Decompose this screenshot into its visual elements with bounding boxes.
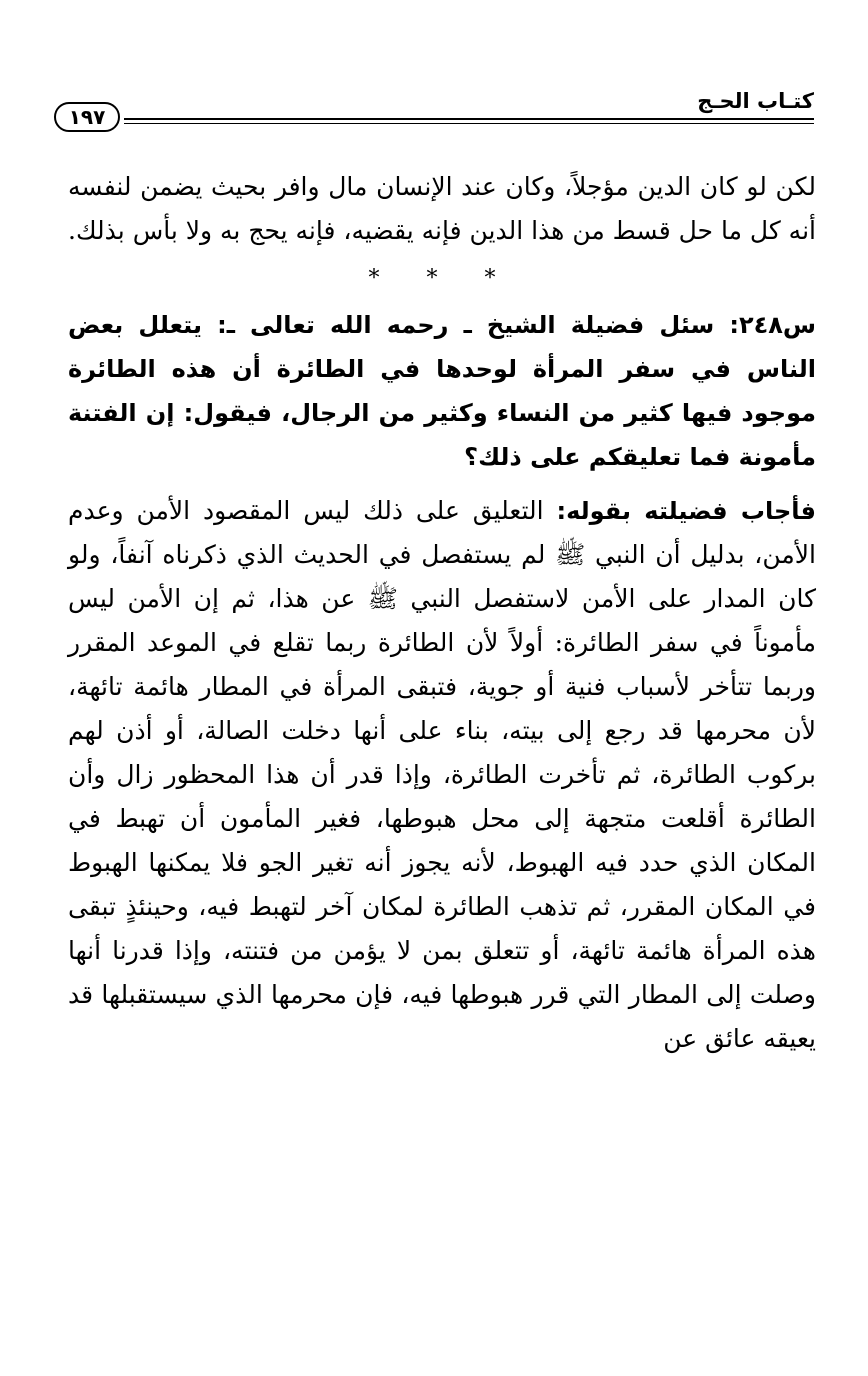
section-separator: * * * xyxy=(368,266,516,291)
question-paragraph xyxy=(68,303,816,479)
intro-paragraph: لكن لو كان الدين مؤجلاً، وكان عند الإنسان مال وافر بحيث يضمن لنفسه أنه كل ما حل قسط من هذا الدين فإنه يقضيه، فإنه يحج به ولا بأس بذلك. xyxy=(68,172,816,245)
page-header xyxy=(54,88,814,144)
header-rule xyxy=(124,118,814,124)
page-body xyxy=(68,165,816,1061)
page-number: ١٩٧ xyxy=(54,102,120,132)
answer-lead: فأجاب فضيلته بقوله: xyxy=(556,497,817,525)
question-label: س٢٤٨: xyxy=(729,311,817,339)
answer-text: التعليق على ذلك ليس المقصود الأمن وعدم الأمن، بدليل أن النبي ﷺ لم يستفصل في الحديث الذي ذكرناه آنفاً، ولو كان المدار على الأمن لاستفصل النبي ﷺ عن هذا، ثم إن الأمن ليس مأموناً في سفر الطائرة: أولاً لأن الطائرة ربما تقلع في الموعد المقرر وربما تتأخر لأسباب فنية أو جوية، فتبقى المرأة في المطار هائمة تائهة، لأن محرمها قد رجع إلى بيته، بناء على أنها دخلت الصالة، أو أذن لهم بركوب الطائرة، ثم تأخرت الطائرة، وإذا قدر أن هذا المحظور زال وأن الطائرة أقلعت متجهة إلى محل هبوطها، فغير المأمون أن تهبط في المكان الذي حدد فيه الهبوط، لأنه يجوز أنه تغير الجو فلا يمكنها الهبوط في المكان المقرر، ثم تذهب الطائرة لمكان آخر لتهبط فيه، وحينئذٍ تبقى هذه المرأة هائمة تائهة، أو تتعلق بمن لا يؤمن من فتنته، وإذا قدرنا أنها وصلت إلى المطار التي قرر هبوطها فيه، فإن محرمها الذي سيستقبلها قد يعيقه عائق عن xyxy=(68,496,816,1053)
answer-paragraph xyxy=(68,489,816,1061)
question-text: سئل فضيلة الشيخ ـ رحمه الله تعالى ـ: يتعلل بعض الناس في سفر المرأة لوحدها في الطائرة أن هذه الطائرة موجود فيها كثير من النساء وكثير من الرجال، فيقول: إن الفتنة مأمونة فما تعليقكم على ذلك؟ xyxy=(68,311,816,471)
book-title: كتـاب الحـج xyxy=(697,89,814,113)
paragraph-gap xyxy=(68,479,816,489)
